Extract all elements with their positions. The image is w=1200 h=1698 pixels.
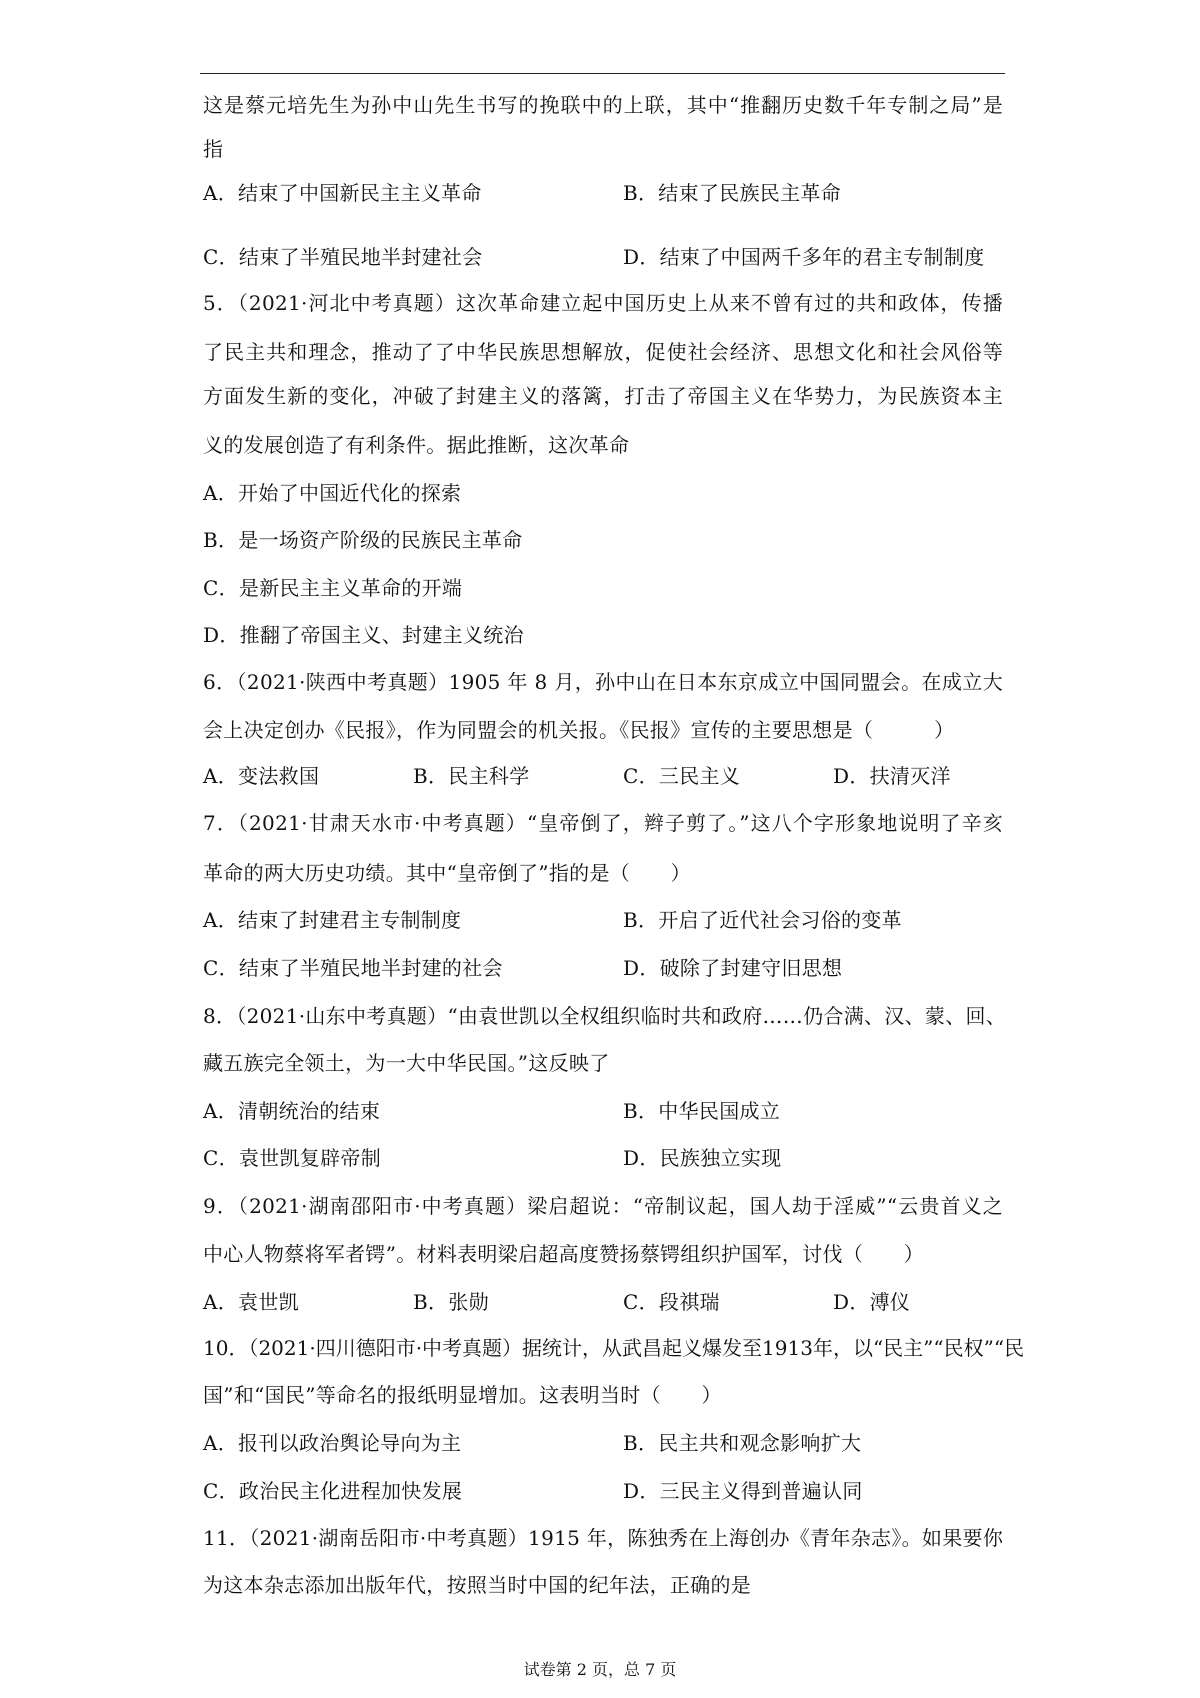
q9-option-a[interactable]: A．袁世凯: [203, 1290, 299, 1314]
q4-option-d[interactable]: D．结束了中国两千多年的君主专制制度: [623, 245, 985, 269]
q7-stem-line: 革命的两大历史功绩。其中“皇帝倒了”指的是（ ）: [203, 861, 691, 885]
q5-stem-line: 了民主共和理念，推动了了中华民族思想解放，促使社会经济、思想文化和社会风俗等: [203, 340, 1003, 364]
q7-option-d[interactable]: D．破除了封建守旧思想: [623, 956, 843, 980]
q5-option-b[interactable]: B．是一场资产阶级的民族民主革命: [203, 528, 523, 552]
q9-stem-line: 中心人物蔡将军者锷”。材料表明梁启超高度赞扬蔡锷组织护国军，讨伐（ ）: [203, 1242, 925, 1266]
q4-option-b[interactable]: B．结束了民族民主革命: [623, 181, 841, 205]
q6-option-c[interactable]: C．三民主义: [623, 764, 741, 788]
q11-stem-line: 11．（2021·湖南岳阳市·中考真题）1915 年，陈独秀在上海创办《青年杂志》。如果要你: [203, 1526, 1004, 1550]
page-footer: 试卷第 2 页，总 7 页: [523, 1660, 677, 1679]
q7-option-c[interactable]: C．结束了半殖民地半封建的社会: [203, 956, 503, 980]
q10-option-c[interactable]: C．政治民主化进程加快发展: [203, 1479, 463, 1503]
q10-option-b[interactable]: B．民主共和观念影响扩大: [623, 1431, 862, 1455]
header-rule: [200, 73, 1005, 74]
q11-stem-line: 为这本杂志添加出版年代，按照当时中国的纪年法，正确的是: [203, 1573, 752, 1597]
q6-stem-line: 6．（2021·陕西中考真题）1905 年 8 月，孙中山在日本东京成立中国同盟会。在成立大: [203, 670, 1003, 694]
q10-option-d[interactable]: D．三民主义得到普遍认同: [623, 1479, 863, 1503]
q6-option-a[interactable]: A．变法救国: [203, 764, 320, 788]
q8-option-a[interactable]: A．清朝统治的结束: [203, 1099, 381, 1123]
q4-stem-line: 指: [203, 137, 224, 161]
q6-stem-line: 会上决定创办《民报》，作为同盟会的机关报。《民报》宣传的主要思想是（ ）: [203, 718, 955, 742]
q5-option-c[interactable]: C．是新民主主义革命的开端: [203, 576, 463, 600]
q10-option-a[interactable]: A．报刊以政治舆论导向为主: [203, 1431, 462, 1455]
q9-stem-line: 9．（2021·湖南邵阳市·中考真题）梁启超说：“帝制议起，国人劫于淫威”“云贵首义之: [203, 1194, 1003, 1218]
q9-option-c[interactable]: C．段祺瑞: [623, 1290, 720, 1314]
q5-stem-line: 义的发展创造了有利条件。据此推断，这次革命: [203, 433, 630, 457]
q5-option-a[interactable]: A．开始了中国近代化的探索: [203, 481, 462, 505]
q4-stem-line: 这是蔡元培先生为孙中山先生书写的挽联中的上联，其中“推翻历史数千年专制之局”是: [203, 93, 1003, 117]
q5-stem-line: 方面发生新的变化，冲破了封建主义的落篱，打击了帝国主义在华势力，为民族资本主: [203, 384, 1003, 408]
q5-option-d[interactable]: D．推翻了帝国主义、封建主义统治: [203, 623, 524, 647]
q10-stem-line: 10．（2021·四川德阳市·中考真题）据统计，从武昌起义爆发至1913年，以“民主”“民权”“民: [203, 1336, 1025, 1360]
q8-stem-line: 藏五族完全领土，为一大中华民国。”这反映了: [203, 1051, 610, 1075]
q8-option-b[interactable]: B．中华民国成立: [623, 1099, 781, 1123]
q8-option-d[interactable]: D．民族独立实现: [623, 1146, 782, 1170]
q4-option-c[interactable]: C．结束了半殖民地半封建社会: [203, 245, 483, 269]
q6-option-b[interactable]: B．民主科学: [413, 764, 530, 788]
q7-option-b[interactable]: B．开启了近代社会习俗的变革: [623, 908, 902, 932]
q7-stem-line: 7．（2021·甘肃天水市·中考真题）“皇帝倒了，辫子剪了。”这八个字形象地说明了辛亥: [203, 811, 1003, 835]
q10-stem-line: 国”和“国民”等命名的报纸明显增加。这表明当时（ ）: [203, 1383, 722, 1407]
q4-option-a[interactable]: A．结束了中国新民主主义革命: [203, 181, 482, 205]
q8-option-c[interactable]: C．袁世凯复辟帝制: [203, 1146, 382, 1170]
q9-option-b[interactable]: B．张勋: [413, 1290, 489, 1314]
q5-stem-line: 5．（2021·河北中考真题）这次革命建立起中国历史上从来不曾有过的共和政体，传播: [203, 291, 1003, 315]
q6-option-d[interactable]: D．扶清灭洋: [833, 764, 951, 788]
q9-option-d[interactable]: D．溥仪: [833, 1290, 911, 1314]
q7-option-a[interactable]: A．结束了封建君主专制制度: [203, 908, 462, 932]
q8-stem-line: 8．（2021·山东中考真题）“由袁世凯以全权组织临时共和政府……仍合满、汉、蒙、回、: [203, 1004, 1007, 1028]
